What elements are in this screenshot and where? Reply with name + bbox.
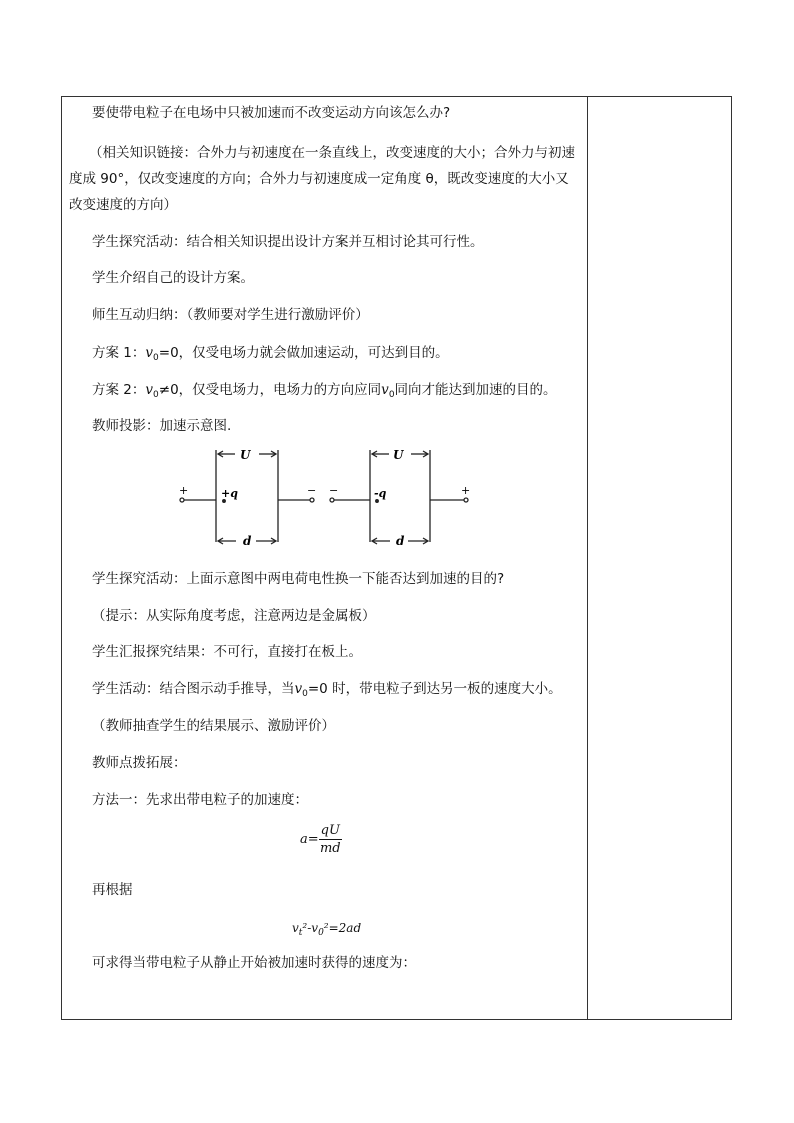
formula-numerator: qU xyxy=(320,823,340,838)
right-charge-label: -q xyxy=(374,487,387,500)
student-intro: 学生介绍自己的设计方案。 xyxy=(92,270,254,286)
hint-text: （提示：从实际角度考虑，注意两边是金属板） xyxy=(92,608,376,624)
result-text: 可求得当带电粒子从静止开始被加速时获得的速度为： xyxy=(92,955,416,971)
acceleration-formula xyxy=(300,823,342,856)
formula-fraction xyxy=(319,823,342,856)
left-diagram-left-terminal: + xyxy=(179,484,189,497)
teacher-projection: 教师投影：加速示意图. xyxy=(92,418,232,434)
teacher-check: （教师抽查学生的结果展示、激励评价） xyxy=(92,718,335,734)
column-divider xyxy=(587,96,588,1020)
right-diagram-right-terminal: + xyxy=(461,484,471,497)
left-voltage-label: U xyxy=(240,448,251,462)
plan-1: 方案 1：$v_0=0$，仅受电场力就会做加速运动，可达到目的。 xyxy=(92,345,449,363)
interaction-summary: 师生互动归纳：（教师要对学生进行激励评价） xyxy=(92,307,369,323)
teacher-extension: 教师点拨拓展： xyxy=(92,755,187,771)
knowledge-link-text: （相关知识链接：合外力与初速度在一条直线上，改变速度的大小；合外力与初速度成 90°，仅改变速度的方向；合外力与初速度成一定角度 θ，既改变速度的大小又改变速度的方向） xyxy=(69,145,575,213)
question-text: 要使带电粒子在电场中只被加速而不改变运动方向该怎么办? xyxy=(92,105,451,121)
diagram-negative-charge xyxy=(330,450,471,544)
then-according: 再根据 xyxy=(92,882,133,898)
student-activity-2: 学生探究活动：上面示意图中两电荷电性换一下能否达到加速的目的? xyxy=(92,571,505,587)
right-diagram-left-terminal: − xyxy=(329,484,339,497)
diagram-positive-charge xyxy=(180,450,317,544)
formula-lhs: a= xyxy=(300,832,319,847)
left-diagram-right-terminal: − xyxy=(307,484,317,497)
right-voltage-label: U xyxy=(393,448,404,462)
plan-2: 方案 2：$v_0\ne 0$，仅受电场力，电场力的方向应同$v_0$同向才能达到加速的目的。 xyxy=(92,382,557,400)
student-activity-1: 学生探究活动：结合相关知识提出设计方案并互相讨论其可行性。 xyxy=(92,234,484,250)
method-one: 方法一：先求出带电粒子的加速度： xyxy=(92,792,308,808)
student-activity-3: 学生活动：结合图示动手推导，当$v_0=0$ 时，带电粒子到达另一板的速度大小。 xyxy=(92,681,562,699)
left-distance-label: d xyxy=(243,534,252,548)
acceleration-diagram xyxy=(170,442,480,554)
left-charge-label: +q xyxy=(221,487,238,500)
formula-denominator: md xyxy=(319,841,341,856)
kinematics-formula: $v_t^2-v_0^2=2ad$ xyxy=(292,921,362,938)
right-distance-label: d xyxy=(396,534,405,548)
student-report: 学生汇报探究结果：不可行，直接打在板上。 xyxy=(92,644,362,660)
